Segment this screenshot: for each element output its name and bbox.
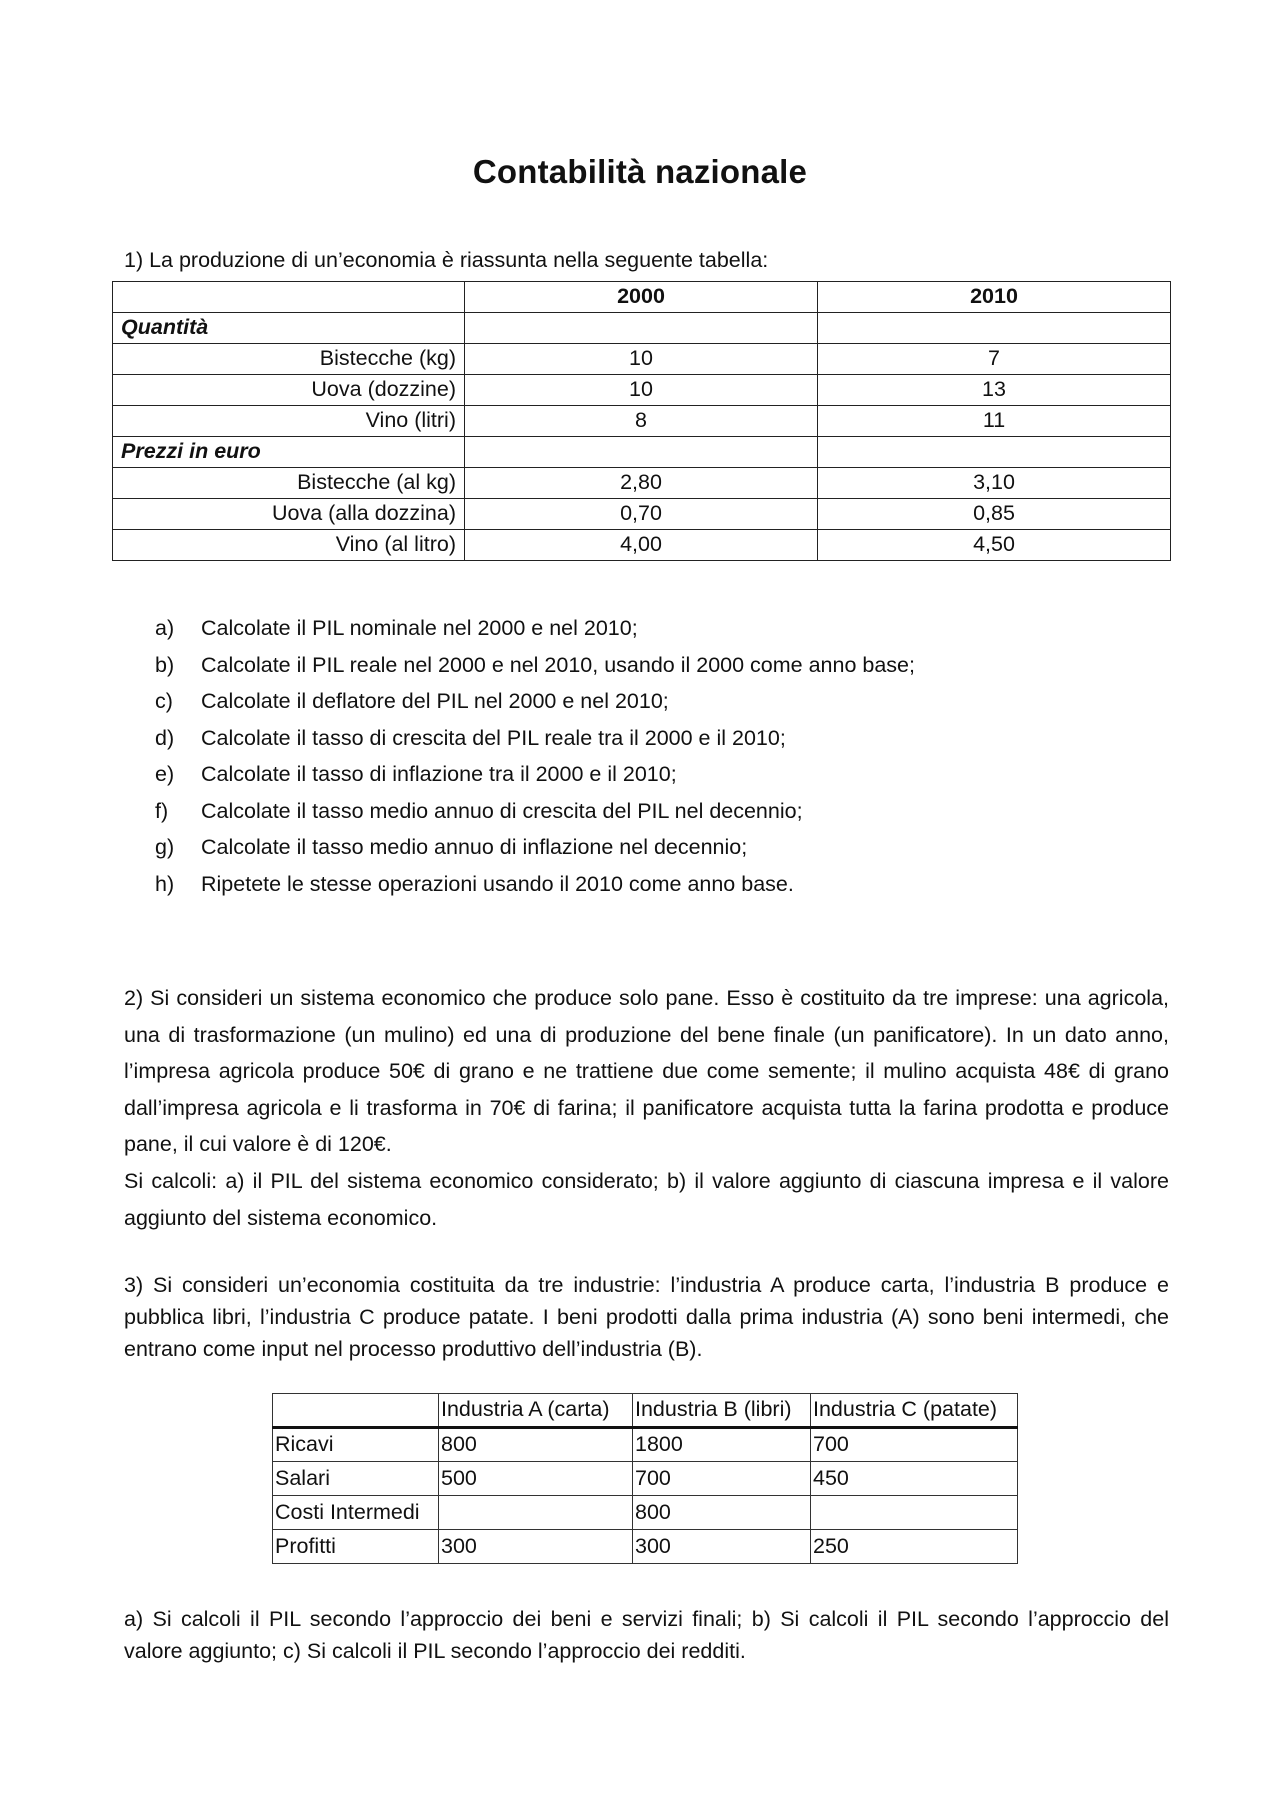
row-label: Salari — [273, 1462, 439, 1496]
list-text: Calcolate il tasso di crescita del PIL reale tra il 2000 e il 2010; — [201, 725, 786, 750]
list-text: Calcolate il tasso medio annuo di crescita del PIL nel decennio; — [201, 798, 803, 823]
list-text: Calcolate il tasso di inflazione tra il 2000 e il 2010; — [201, 762, 677, 786]
list-text: Calcolate il tasso medio annuo di inflazione nel decennio; — [201, 835, 748, 859]
table-row — [113, 344, 1171, 375]
table-row — [113, 468, 1171, 499]
cell-value: 300 — [439, 1530, 633, 1564]
list-marker: e) — [155, 762, 175, 786]
table-header-row — [273, 1394, 1018, 1428]
year-header-2000: 2000 — [465, 282, 818, 313]
table-row — [113, 530, 1171, 561]
table-row — [273, 1428, 1018, 1462]
row-label: Profitti — [273, 1530, 439, 1564]
row-label: Bistecche (al kg) — [113, 468, 465, 499]
list-text: Calcolate il deflatore del PIL nel 2000 e nel 2010; — [201, 689, 669, 713]
price-section-header: Prezzi in euro — [113, 437, 465, 468]
table-header-row — [113, 282, 1171, 313]
year-header-2010: 2010 — [818, 282, 1171, 313]
cell-value: 500 — [439, 1462, 633, 1496]
cell-value — [811, 1496, 1018, 1530]
cell-value: 4,00 — [465, 530, 818, 561]
page-title: Contabilità nazionale — [472, 153, 808, 190]
list-marker: h) — [155, 871, 175, 896]
table-row — [113, 406, 1171, 437]
cell-value: 1800 — [633, 1428, 811, 1462]
row-label: Uova (dozzine) — [113, 375, 465, 406]
list-marker: f) — [155, 798, 169, 823]
q1-intro: 1) La produzione di un’economia è riassunta nella seguente tabella: — [124, 248, 769, 272]
cell-value: 7 — [818, 344, 1171, 375]
column-header: Industria C (patate) — [811, 1394, 1018, 1428]
table-row — [273, 1530, 1018, 1564]
table-corner-cell — [113, 282, 465, 313]
row-label: Ricavi — [273, 1428, 439, 1462]
cell-value: 13 — [818, 375, 1171, 406]
q1-questions-list — [155, 614, 915, 906]
industries-table — [272, 1393, 1018, 1564]
q2-text: 2) Si consideri un sistema economico che produce solo pane. Esso è costituito da tre imprese: una agricola, una di trasformazione (un mulino) ed una di produzione del bene finale (un panificatore). In un dato anno, l’impresa agricola produce 50€ di grano e ne trattiene due come semente; il mulino acquista 48€ di grano dall’impresa agricola e li trasforma in 70€ di farina; il panificatore acquista tutta la farina prodotta e produce pane, il cui valore è di 120€. — [124, 986, 1169, 1156]
cell-value: 3,10 — [818, 468, 1171, 499]
table-row — [113, 499, 1171, 530]
list-item — [155, 833, 915, 870]
row-label: Vino (al litro) — [113, 530, 465, 561]
cell-value — [439, 1496, 633, 1530]
cell-value: 700 — [633, 1462, 811, 1496]
cell-value: 800 — [633, 1496, 811, 1530]
table-row — [113, 313, 1171, 344]
cell-value: 2,80 — [465, 468, 818, 499]
cell-value: 10 — [465, 344, 818, 375]
list-marker: b) — [155, 652, 175, 677]
table-row — [113, 437, 1171, 468]
table-row — [113, 375, 1171, 406]
list-item — [155, 651, 915, 688]
column-header: Industria B (libri) — [633, 1394, 811, 1428]
list-item — [155, 687, 915, 724]
production-table — [112, 281, 1171, 561]
cell-value: 8 — [465, 406, 818, 437]
row-label: Uova (alla dozzina) — [113, 499, 465, 530]
list-text: Calcolate il PIL nominale nel 2000 e nel 2010; — [201, 616, 638, 640]
column-header: Industria A (carta) — [439, 1394, 633, 1428]
row-label: Vino (litri) — [113, 406, 465, 437]
list-item — [155, 760, 915, 797]
table-row — [273, 1462, 1018, 1496]
cell-value: 0,70 — [465, 499, 818, 530]
list-item — [155, 614, 915, 651]
cell-value: 10 — [465, 375, 818, 406]
list-item — [155, 797, 915, 834]
list-marker: g) — [155, 835, 175, 859]
list-item — [155, 870, 915, 907]
list-text: Calcolate il PIL reale nel 2000 e nel 2010, usando il 2000 come anno base; — [201, 652, 915, 677]
q3-task: a) Si calcoli il PIL secondo l’approccio dei beni e servizi finali; b) Si calcoli il PIL secondo l’approccio del valore aggiunto; c) Si calcoli il PIL secondo l’approccio dei redditi. — [124, 1607, 1169, 1663]
table-corner-cell — [273, 1394, 439, 1428]
list-marker: d) — [155, 725, 175, 750]
quantity-section-header: Quantità — [113, 313, 465, 344]
row-label: Costi Intermedi — [273, 1496, 439, 1530]
cell-value: 450 — [811, 1462, 1018, 1496]
cell-value: 800 — [439, 1428, 633, 1462]
table-row — [273, 1496, 1018, 1530]
q3-text: 3) Si consideri un’economia costituita da tre industrie: l’industria A produce carta, l’industria B produce e pubblica libri, l’industria C produce patate. I beni prodotti dalla prima industria (A) sono beni intermedi, che entrano come input nel processo produttivo dell’industria (B). — [124, 1273, 1169, 1361]
cell-value: 0,85 — [818, 499, 1171, 530]
cell-value: 300 — [633, 1530, 811, 1564]
list-marker: c) — [155, 689, 173, 713]
cell-value: 11 — [818, 406, 1171, 437]
list-text: Ripetete le stesse operazioni usando il 2010 come anno base. — [201, 871, 794, 896]
q2-task: Si calcoli: a) il PIL del sistema economico considerato; b) il valore aggiunto di ciascuna impresa e il valore aggiunto del sistema economico. — [124, 1169, 1169, 1230]
cell-value: 700 — [811, 1428, 1018, 1462]
row-label: Bistecche (kg) — [113, 344, 465, 375]
list-marker: a) — [155, 616, 175, 640]
cell-value: 250 — [811, 1530, 1018, 1564]
list-item — [155, 724, 915, 761]
cell-value: 4,50 — [818, 530, 1171, 561]
